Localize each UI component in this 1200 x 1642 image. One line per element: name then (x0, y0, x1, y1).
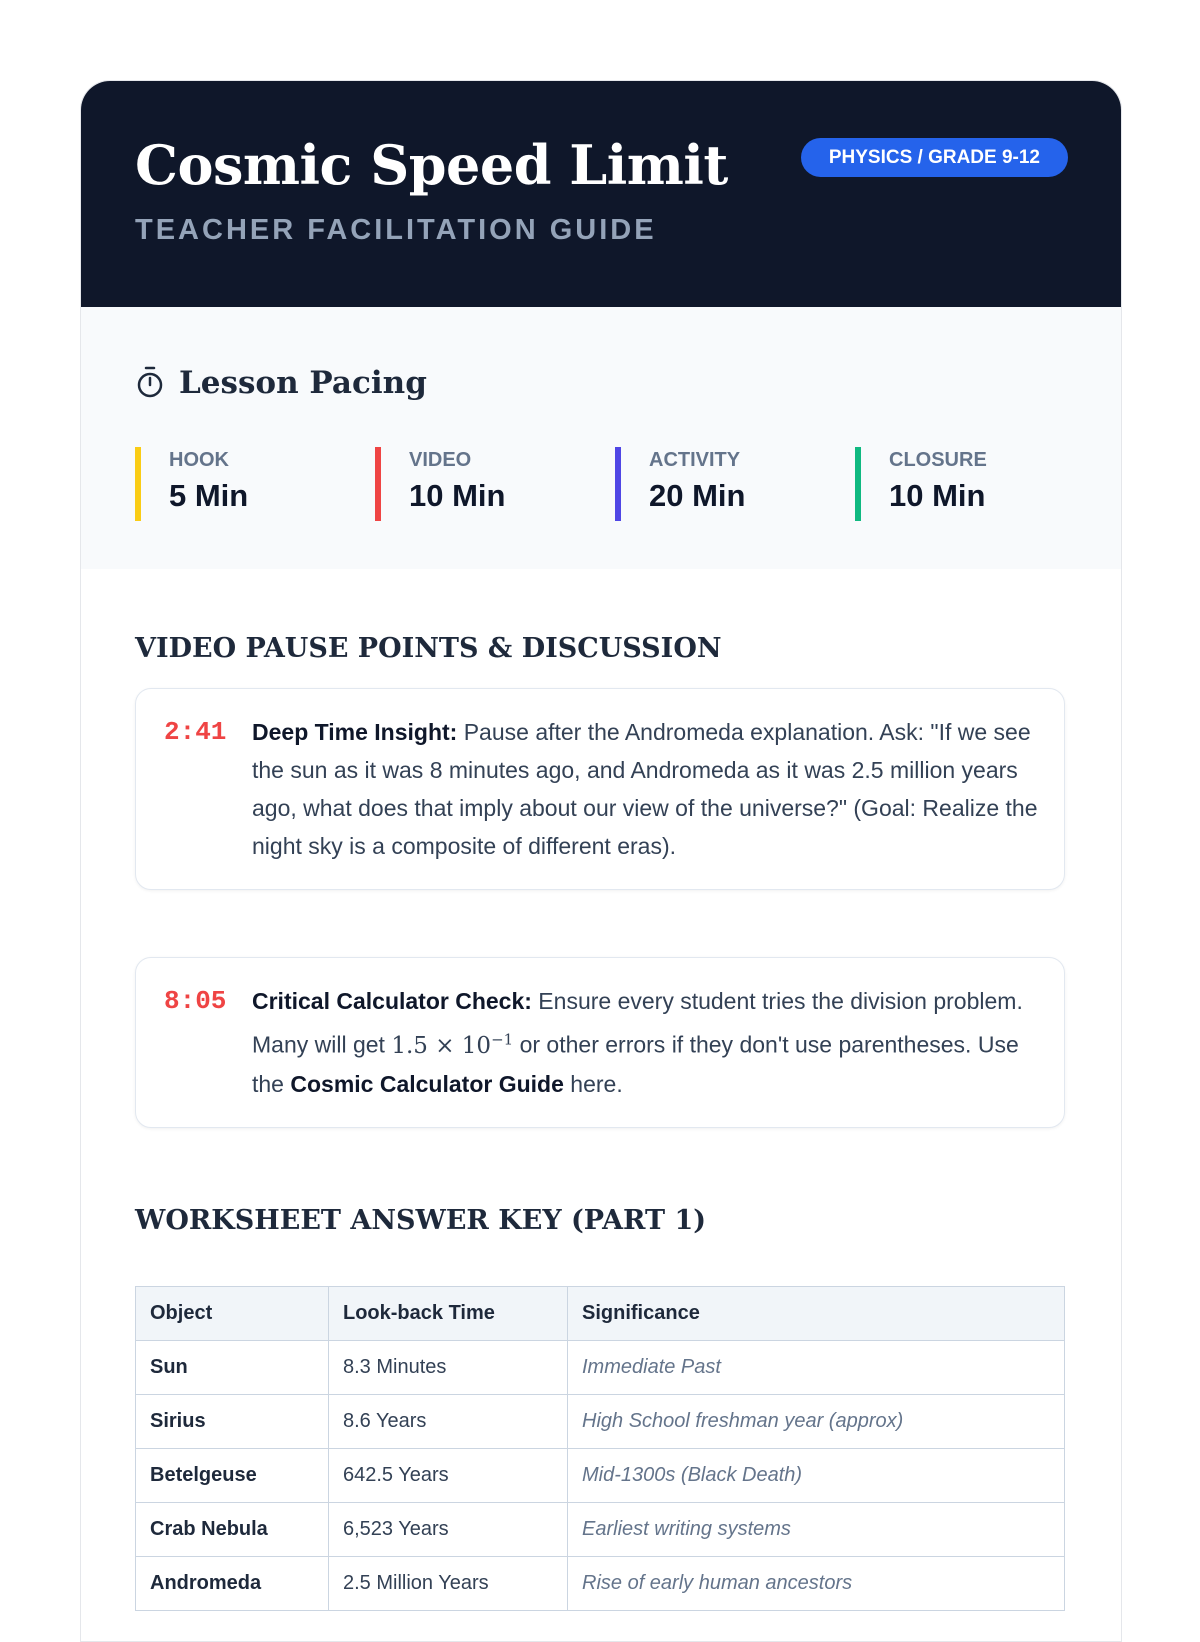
page-subtitle: TEACHER FACILITATION GUIDE (135, 214, 657, 246)
phase-closure (855, 447, 1055, 521)
phase-activity (615, 447, 815, 521)
phase-duration: 10 Min (409, 478, 506, 513)
lookback-cell: 6,523 Years (329, 1503, 568, 1557)
pause-point-body: Pause after the Andromeda explanation. Ask: "If we see the sun as it was 8 minutes ago, and Andromeda as it was 2.5 million years ago, what does that imply about our view of the universe?" (Goal: Realize the night sky is a composite of different eras). (252, 719, 1038, 859)
header (81, 81, 1121, 307)
phase-duration: 10 Min (889, 478, 986, 513)
significance-cell: Rise of early human ancestors (568, 1557, 1065, 1611)
stopwatch-icon (135, 366, 165, 400)
table-row (136, 1503, 1065, 1557)
phase-duration: 5 Min (169, 478, 249, 513)
significance-cell: Mid-1300s (Black Death) (568, 1449, 1065, 1503)
lookback-cell: 8.6 Years (329, 1395, 568, 1449)
pause-point-body: or other errors if they don't use parentheses. Use the (252, 1031, 1019, 1097)
column-header: Significance (568, 1287, 1065, 1341)
math-expression (391, 1030, 514, 1059)
table-header-row (136, 1287, 1065, 1341)
subject-badge: PHYSICS / GRADE 9-12 (801, 138, 1068, 177)
pause-point-text (252, 982, 1038, 1103)
pause-point-body: here. (563, 1070, 623, 1097)
lookback-cell: 642.5 Years (329, 1449, 568, 1503)
phase-label: CLOSURE (889, 449, 987, 471)
math-base: 1.5 × 10 (391, 1032, 492, 1059)
phase-video (375, 447, 575, 521)
math-exponent: −1 (491, 1030, 514, 1048)
table-row (136, 1341, 1065, 1395)
pacing-phases (135, 447, 1095, 521)
column-header: Object (136, 1287, 329, 1341)
pause-point-heading: Deep Time Insight: (252, 719, 458, 745)
answer-key-table (135, 1286, 1065, 1611)
significance-cell: Earliest writing systems (568, 1503, 1065, 1557)
pause-point-card (135, 957, 1065, 1128)
phase-label: HOOK (169, 449, 229, 471)
significance-cell: High School freshman year (approx) (568, 1395, 1065, 1449)
calculator-guide-reference: Cosmic Calculator Guide (290, 1070, 564, 1097)
phase-label: ACTIVITY (649, 449, 741, 471)
phase-hook (135, 447, 335, 521)
timecode: 2:41 (164, 717, 227, 747)
guide-card (80, 80, 1122, 1642)
lookback-cell: 2.5 Million Years (329, 1557, 568, 1611)
lesson-pacing-header (135, 365, 427, 401)
pause-points-title: VIDEO PAUSE POINTS & DISCUSSION (135, 633, 722, 664)
object-cell: Betelgeuse (136, 1449, 329, 1503)
object-cell: Sirius (136, 1395, 329, 1449)
pause-point-card (135, 688, 1065, 890)
significance-cell: Immediate Past (568, 1341, 1065, 1395)
table-row (136, 1395, 1065, 1449)
answer-key-title: WORKSHEET ANSWER KEY (PART 1) (135, 1205, 707, 1236)
timecode: 8:05 (164, 986, 227, 1016)
phase-duration: 20 Min (649, 478, 746, 513)
lookback-cell: 8.3 Minutes (329, 1341, 568, 1395)
object-cell: Sun (136, 1341, 329, 1395)
phase-label: VIDEO (409, 449, 472, 471)
object-cell: Crab Nebula (136, 1503, 329, 1557)
pause-point-body: Ensure every student tries the division problem. Many will get (252, 988, 1023, 1058)
lesson-pacing-section (81, 307, 1121, 569)
table-row (136, 1557, 1065, 1611)
pause-point-text (252, 713, 1038, 865)
pause-point-heading: Critical Calculator Check: (252, 988, 532, 1014)
object-cell: Andromeda (136, 1557, 329, 1611)
column-header: Look-back Time (329, 1287, 568, 1341)
lesson-pacing-title: Lesson Pacing (179, 365, 427, 401)
table-row (136, 1449, 1065, 1503)
page-title: Cosmic Speed Limit (135, 133, 728, 197)
